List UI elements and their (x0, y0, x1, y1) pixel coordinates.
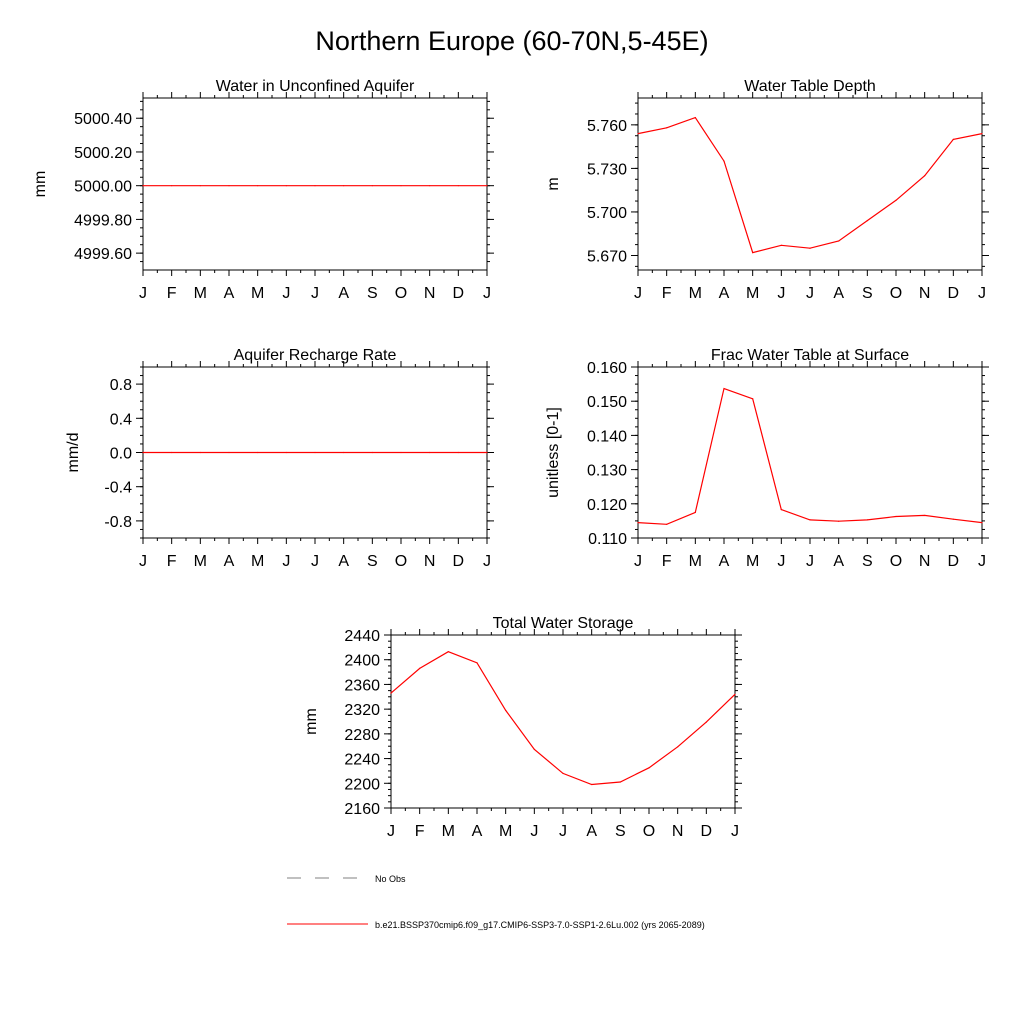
data-point (620, 781, 621, 782)
plot-frame (391, 635, 735, 808)
y-axis-label: mm/d (65, 432, 82, 473)
data-point (486, 185, 487, 186)
x-tick-label: J (777, 553, 786, 570)
y-tick-label: 2280 (344, 726, 380, 744)
data-point (637, 133, 638, 134)
chart-title: Total Water Storage (492, 615, 634, 632)
y-tick-label: -0.8 (104, 513, 132, 531)
plot-frame (638, 98, 982, 270)
data-point (171, 185, 172, 186)
data-point (458, 185, 459, 186)
y-tick-label: 5000.00 (74, 178, 132, 196)
x-tick-label: M (441, 823, 455, 840)
y-tick-label: 4999.60 (74, 246, 132, 264)
x-tick-label: S (366, 553, 378, 570)
data-point (809, 519, 810, 520)
x-tick-label: J (559, 823, 567, 840)
chart-title: Water in Unconfined Aquifer (215, 78, 415, 95)
x-tick-label: A (338, 553, 350, 570)
data-point (953, 519, 954, 520)
y-axis-label: mm (32, 170, 49, 198)
x-tick-label: S (861, 285, 873, 302)
series-line (638, 118, 982, 253)
chart-panel-5 (303, 615, 742, 840)
x-tick-label: F (166, 285, 177, 302)
data-point (228, 185, 229, 186)
data-point (838, 240, 839, 241)
x-tick-label: F (661, 553, 672, 570)
x-tick-label: J (282, 285, 291, 302)
data-point (458, 452, 459, 453)
data-point (953, 139, 954, 140)
x-tick-label: F (661, 285, 672, 302)
data-point (781, 245, 782, 246)
data-point (534, 749, 535, 750)
data-point (343, 452, 344, 453)
y-tick-label: 2240 (344, 751, 380, 769)
y-tick-label: 0.150 (586, 394, 627, 412)
data-point (142, 452, 143, 453)
x-tick-label: J (139, 285, 147, 302)
x-tick-label: N (423, 285, 436, 302)
x-tick-label: J (634, 553, 642, 570)
y-tick-label: -0.4 (104, 479, 132, 497)
data-point (505, 710, 506, 711)
x-tick-label: D (700, 823, 713, 840)
x-tick-label: O (889, 285, 903, 302)
x-tick-label: A (223, 285, 235, 302)
x-tick-label: N (423, 553, 436, 570)
chart-panel-1 (32, 78, 494, 302)
data-point (228, 452, 229, 453)
data-point (734, 694, 735, 695)
data-point (400, 185, 401, 186)
legend-label: b.e21.BSSP370cmip6.f09_g17.CMIP6-SSP3-7.0-SSP1-2.6Lu.002 (yrs 2065-2089) (375, 920, 705, 930)
data-point (666, 524, 667, 525)
y-tick-label: 0.160 (586, 360, 627, 377)
data-point (390, 692, 391, 693)
y-tick-label: 0.120 (586, 496, 627, 514)
x-tick-label: J (731, 823, 739, 840)
x-tick-label: S (861, 553, 873, 570)
x-tick-label: M (746, 553, 760, 570)
x-tick-label: M (251, 285, 265, 302)
data-point (981, 133, 982, 134)
x-tick-label: D (947, 285, 960, 302)
data-point (257, 185, 258, 186)
data-point (648, 767, 649, 768)
data-point (257, 452, 258, 453)
y-tick-label: 2360 (344, 677, 380, 695)
y-tick-label: 2400 (344, 652, 380, 670)
data-point (400, 452, 401, 453)
data-point (809, 248, 810, 249)
x-tick-label: J (634, 285, 642, 302)
legend-item-2 (287, 920, 705, 930)
data-point (838, 521, 839, 522)
y-tick-label: 5.730 (586, 161, 627, 179)
data-point (429, 185, 430, 186)
data-point (781, 509, 782, 510)
x-tick-label: J (978, 285, 986, 302)
data-point (314, 185, 315, 186)
x-tick-label: D (452, 553, 465, 570)
x-tick-label: M (688, 285, 702, 302)
x-tick-label: A (718, 285, 730, 302)
data-point (895, 516, 896, 517)
y-axis-label: m (545, 177, 562, 191)
x-tick-label: M (251, 553, 265, 570)
x-tick-label: J (139, 553, 147, 570)
x-tick-label: M (193, 285, 207, 302)
data-point (752, 398, 753, 399)
panels (32, 78, 989, 840)
data-point (372, 452, 373, 453)
data-point (486, 452, 487, 453)
x-tick-label: M (746, 285, 760, 302)
chart-title: Water Table Depth (744, 78, 876, 95)
data-point (200, 452, 201, 453)
data-point (476, 662, 477, 663)
x-tick-label: D (452, 285, 465, 302)
y-axis-label: mm (303, 708, 320, 735)
x-tick-label: A (833, 553, 845, 570)
chart-title: Frac Water Table at Surface (710, 347, 910, 364)
x-tick-label: M (688, 553, 702, 570)
data-point (343, 185, 344, 186)
x-tick-label: J (978, 553, 986, 570)
y-tick-label: 2320 (344, 702, 380, 720)
x-tick-label: A (471, 823, 483, 840)
y-tick-label: 0.140 (586, 428, 627, 446)
data-point (429, 452, 430, 453)
y-tick-label: 5.760 (586, 117, 627, 135)
data-point (867, 519, 868, 520)
x-tick-label: F (166, 553, 177, 570)
data-point (867, 220, 868, 221)
data-point (677, 746, 678, 747)
y-tick-label: 5000.40 (74, 111, 132, 129)
y-tick-label: 0.0 (109, 445, 132, 463)
x-tick-label: A (718, 553, 730, 570)
x-tick-label: S (614, 823, 626, 840)
data-point (286, 185, 287, 186)
y-tick-label: 0.130 (586, 462, 627, 480)
data-point (706, 722, 707, 723)
series-line (391, 652, 735, 785)
x-tick-label: F (414, 823, 425, 840)
y-tick-label: 5000.20 (74, 144, 132, 162)
x-tick-label: O (394, 285, 408, 302)
data-point (142, 185, 143, 186)
x-tick-label: N (918, 285, 931, 302)
x-tick-label: J (530, 823, 539, 840)
data-point (637, 522, 638, 523)
x-tick-label: J (483, 553, 491, 570)
x-tick-label: J (387, 823, 395, 840)
x-tick-label: D (947, 553, 960, 570)
x-tick-label: A (223, 553, 235, 570)
x-tick-label: A (586, 823, 598, 840)
x-tick-label: A (833, 285, 845, 302)
x-tick-label: N (918, 553, 931, 570)
y-tick-label: 4999.80 (74, 212, 132, 230)
data-point (286, 452, 287, 453)
data-point (171, 452, 172, 453)
data-point (752, 252, 753, 253)
data-point (924, 515, 925, 516)
chart-panel-3 (65, 347, 494, 570)
data-point (666, 127, 667, 128)
data-point (695, 512, 696, 513)
series-line (638, 389, 982, 525)
y-tick-label: 2160 (344, 801, 380, 818)
data-point (419, 668, 420, 669)
plot-frame (143, 98, 487, 270)
data-point (200, 185, 201, 186)
chart-panel-4 (545, 347, 989, 570)
x-tick-label: J (282, 553, 291, 570)
x-tick-label: M (193, 553, 207, 570)
figure-title: Northern Europe (60-70N,5-45E) (315, 26, 709, 56)
x-tick-label: N (671, 823, 684, 840)
data-point (895, 200, 896, 201)
x-tick-label: J (311, 285, 319, 302)
x-tick-label: J (806, 285, 814, 302)
x-tick-label: O (394, 553, 408, 570)
x-tick-label: J (311, 553, 319, 570)
x-tick-label: O (889, 553, 903, 570)
x-tick-label: J (806, 553, 814, 570)
plot-frame (638, 367, 982, 538)
y-tick-label: 0.8 (109, 377, 132, 395)
y-tick-label: 0.4 (109, 411, 132, 429)
y-axis-label: unitless [0-1] (545, 407, 562, 498)
y-tick-label: 0.110 (588, 531, 627, 548)
y-tick-label: 2440 (344, 628, 380, 645)
data-point (591, 784, 592, 785)
x-tick-label: O (642, 823, 656, 840)
legend-item-1 (287, 874, 406, 884)
data-point (723, 388, 724, 389)
data-point (695, 117, 696, 118)
data-point (448, 651, 449, 652)
y-tick-label: 5.670 (586, 248, 627, 266)
y-tick-label: 5.700 (586, 204, 627, 222)
y-tick-label: 2200 (344, 776, 380, 794)
data-point (924, 175, 925, 176)
legend-label: No Obs (375, 874, 406, 884)
data-point (723, 161, 724, 162)
x-tick-label: S (366, 285, 378, 302)
x-tick-label: A (338, 285, 350, 302)
legend (287, 874, 705, 930)
data-point (314, 452, 315, 453)
chart-panel-2 (545, 78, 989, 302)
chart-title: Aquifer Recharge Rate (233, 347, 397, 364)
data-point (562, 773, 563, 774)
data-point (372, 185, 373, 186)
x-tick-label: J (777, 285, 786, 302)
x-tick-label: M (499, 823, 513, 840)
data-point (981, 522, 982, 523)
x-tick-label: J (483, 285, 491, 302)
